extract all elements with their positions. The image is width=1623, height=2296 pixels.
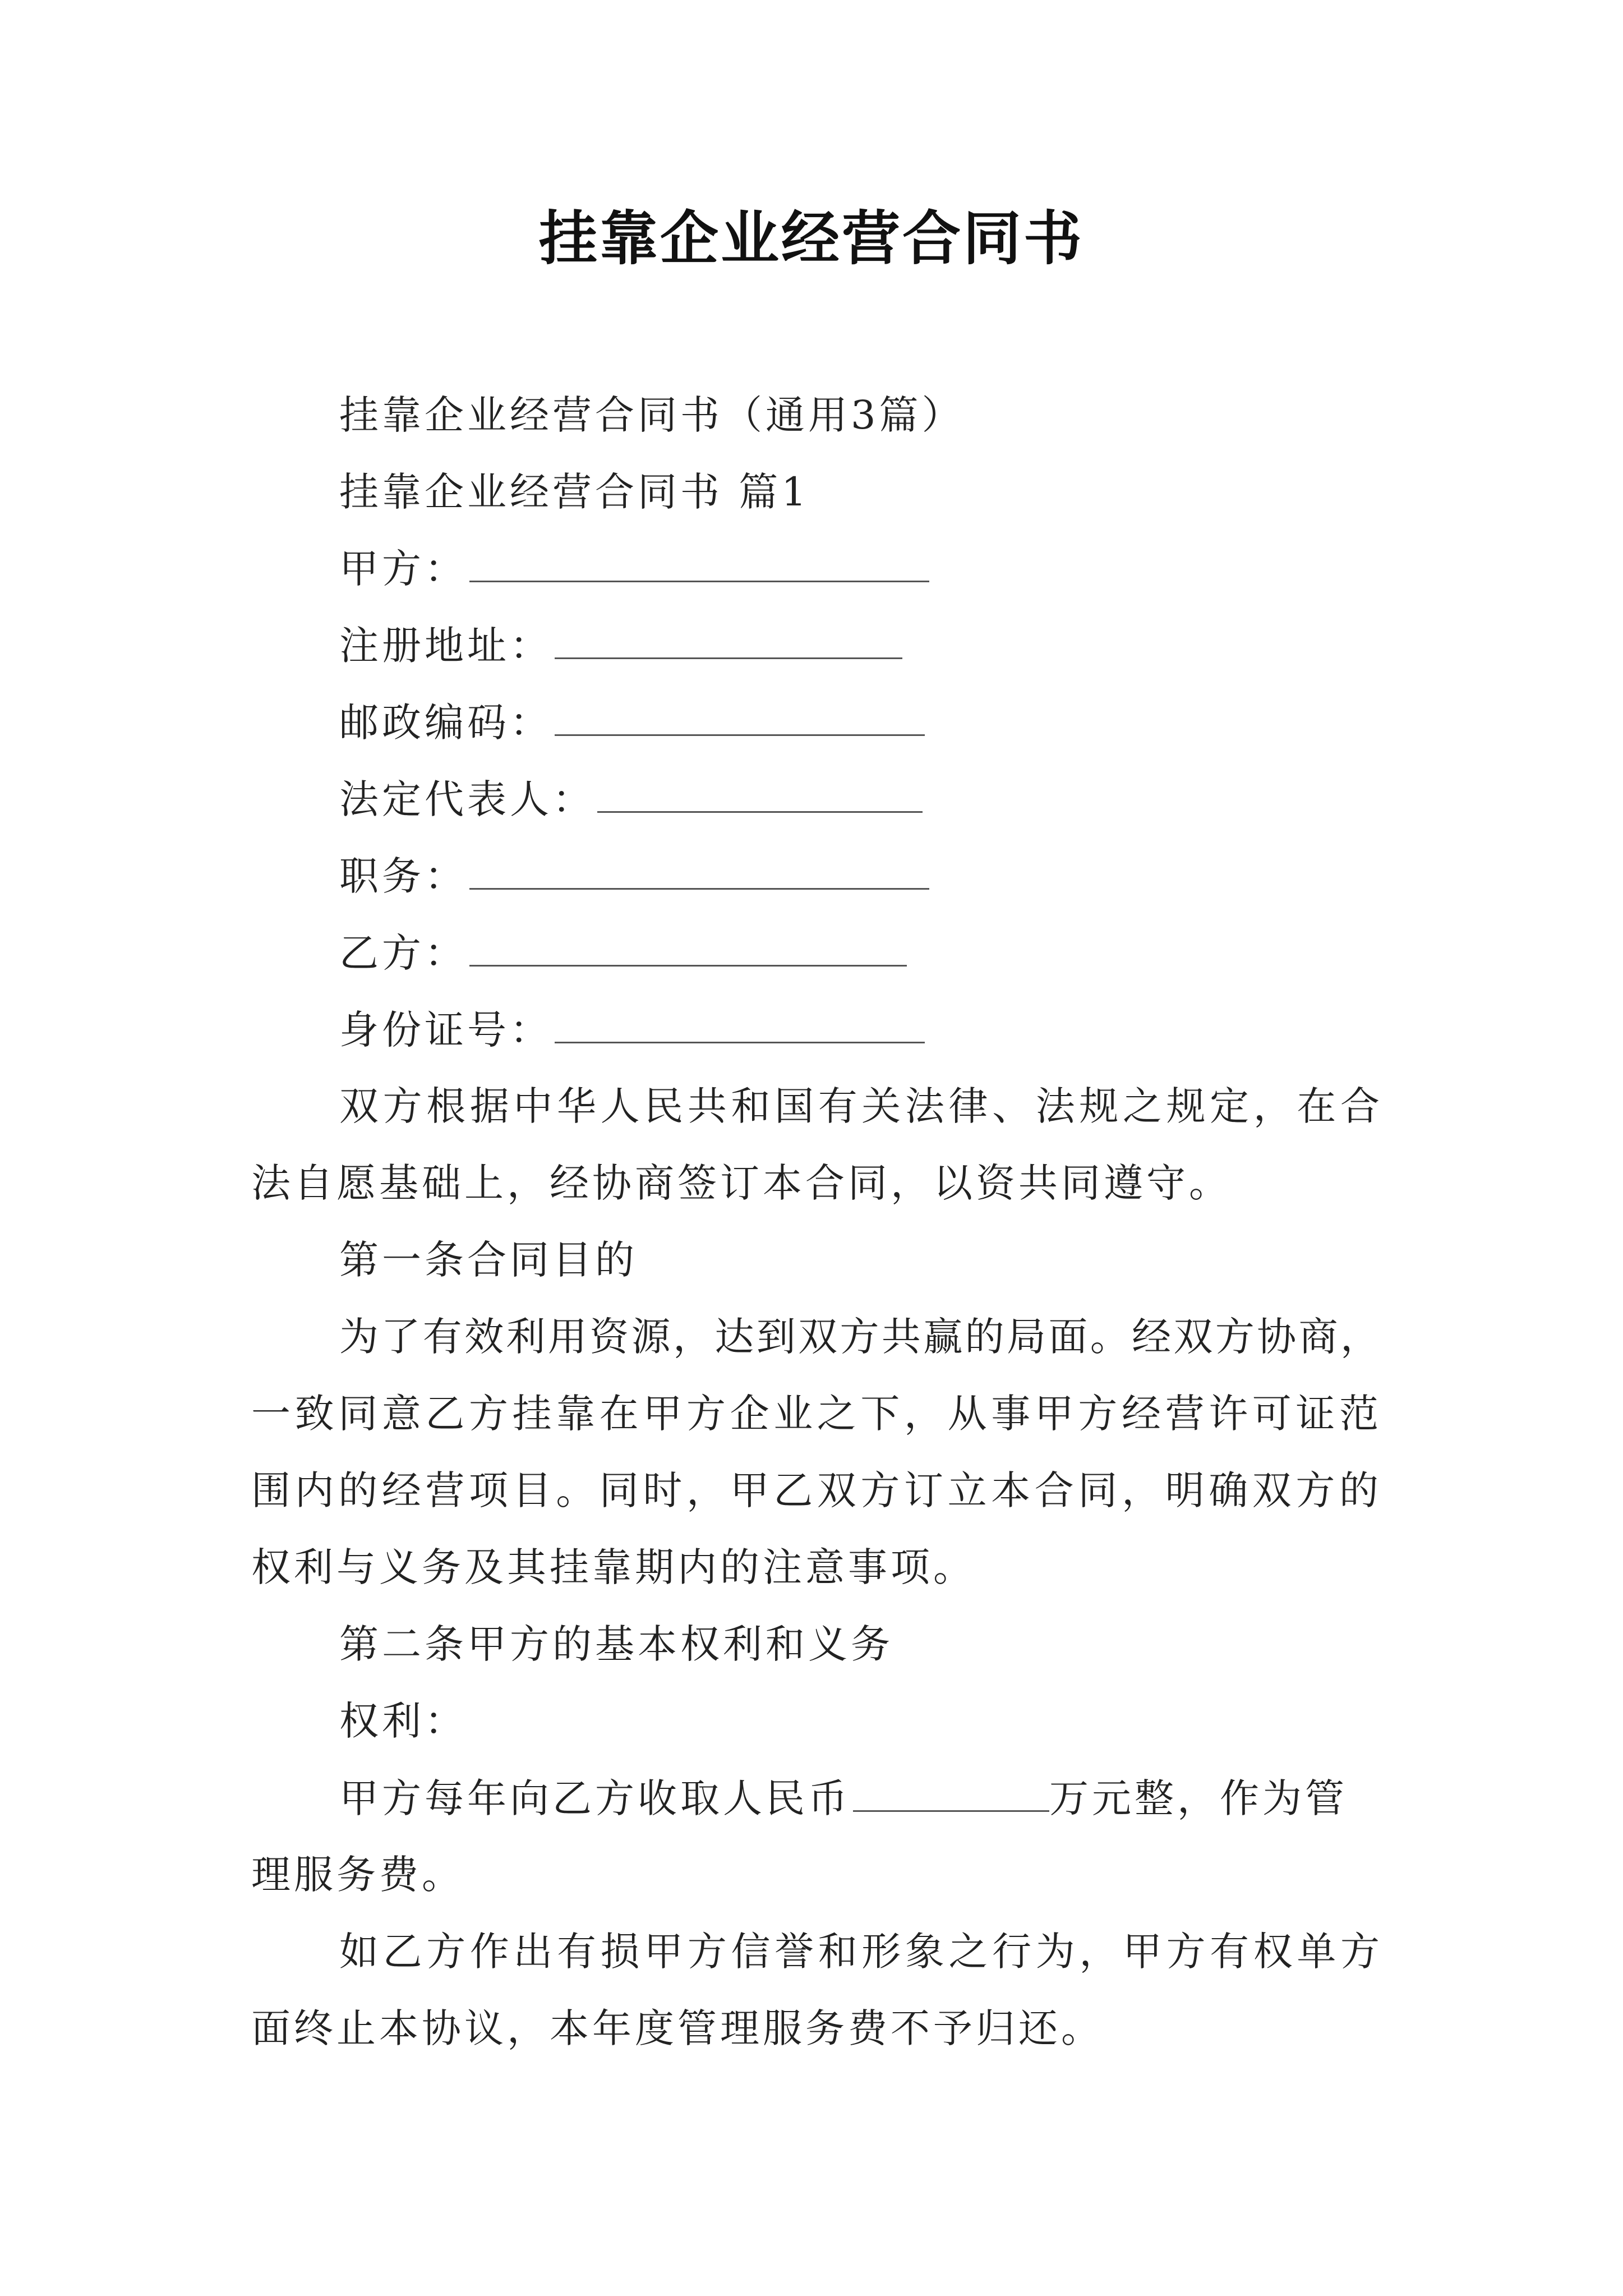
field-party-b	[339, 924, 907, 981]
field-label: 法定代表人：	[339, 776, 595, 822]
fill-blank	[469, 924, 907, 967]
field-position	[339, 848, 929, 904]
fee-text-after: 万元整，作为管	[1049, 1775, 1348, 1821]
subtitle: 挂靠企业经营合同书（通用3篇）	[339, 392, 965, 438]
paragraph-purpose-line2: 一致同意乙方挂靠在甲方企业之下，从事甲方经营许可证范	[251, 1391, 1378, 1437]
field-postal-code	[339, 694, 925, 751]
field-label: 邮政编码：	[339, 700, 552, 746]
fill-blank	[555, 1001, 925, 1043]
field-registered-address	[339, 617, 902, 674]
field-label: 甲方：	[339, 546, 467, 592]
article-2-heading: 第二条甲方的基本权利和义务	[339, 1621, 893, 1667]
fill-blank	[469, 848, 929, 890]
field-id-number	[339, 1001, 925, 1058]
fee-amount-blank	[853, 1770, 1049, 1812]
fill-blank	[597, 771, 923, 813]
article-1-heading: 第一条合同目的	[339, 1237, 638, 1283]
document-title: 挂靠企业经营合同书	[538, 204, 1084, 273]
paragraph-intro-line2: 法自愿基础上，经协商签订本合同，以资共同遵守。	[251, 1160, 1232, 1206]
fee-text-before: 甲方每年向乙方收取人民币	[339, 1775, 851, 1821]
paragraph-terminate-line2: 面终止本协议，本年度管理服务费不予归还。	[251, 2005, 1104, 2051]
field-label: 职务：	[339, 853, 467, 899]
paragraph-intro-line1: 双方根据中华人民共和国有关法律、法规之规定，在合	[339, 1083, 1380, 1129]
paragraph-fee-line1	[339, 1770, 1348, 1826]
field-label: 乙方：	[339, 930, 467, 976]
rights-label: 权利：	[339, 1698, 467, 1744]
paragraph-purpose-line1: 为了有效利用资源，达到双方共赢的局面。经双方协商，	[339, 1314, 1380, 1360]
field-label: 身份证号：	[339, 1007, 552, 1053]
field-legal-representative	[339, 771, 923, 827]
paragraph-terminate-line1: 如乙方作出有损甲方信誉和形象之行为，甲方有权单方	[339, 1929, 1380, 1975]
fill-blank	[555, 617, 902, 659]
fill-blank	[469, 540, 929, 582]
paragraph-purpose-line4: 权利与义务及其挂靠期内的注意事项。	[251, 1544, 976, 1590]
field-party-a	[339, 540, 929, 597]
fill-blank	[555, 694, 925, 736]
paragraph-purpose-line3: 围内的经营项目。同时，甲乙双方订立本合同，明确双方的	[251, 1467, 1378, 1513]
paragraph-fee-line2: 理服务费。	[251, 1852, 464, 1898]
field-label: 注册地址：	[339, 623, 552, 669]
section-heading: 挂靠企业经营合同书 篇1	[339, 469, 810, 515]
